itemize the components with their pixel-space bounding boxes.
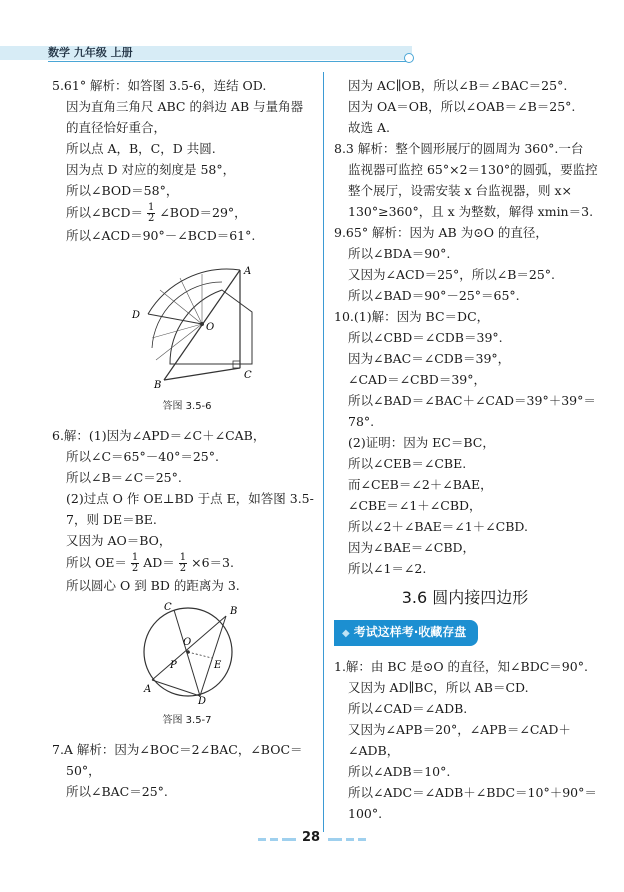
text-line: 因为点 D 对应的刻度是 58°， [66,162,236,177]
text-line: 因为 OA＝OB，所以∠OAB＝∠B＝25°. [348,99,576,114]
label-a: A [244,266,252,277]
text-line: 所以∠ADB＝10°. [348,764,451,779]
label-e: E [214,660,222,671]
fraction-half [147,203,155,224]
fraction-denominator: 2 [147,213,155,224]
figure-caption: 答图 3.5-6 [162,401,212,412]
text-line: 9.65° 解析：因为 AB 为⊙O 的直径， [334,225,548,240]
footer-ornament [258,838,266,841]
answer-5 [52,75,322,246]
footer-ornament [346,838,354,841]
text-line: 故选 A. [348,120,390,135]
footer-ornament [358,838,366,841]
label-o: O [206,322,215,333]
text-line: 所以∠BAD＝90°－25°＝65°. [348,288,520,303]
fraction-denominator: 2 [179,563,187,574]
page-header [0,40,420,62]
label-d: D [198,696,207,704]
text-line: 所以∠BDA＝90°. [348,246,451,261]
exam-banner: ◆ 考试这样考·收藏存盘 [334,620,478,646]
segment-oe [188,652,212,658]
text-line: 50°， [66,763,101,778]
text-line: (2)证明：因为 EC＝BC， [348,435,495,450]
label-b: B [154,380,162,390]
text-line: 的直径恰好重合， [66,120,167,135]
answer-8 [334,138,596,222]
text-line: 8.3 解析：整个圆形展厅的圆周为 360°.一台 [334,141,584,156]
text-line: 所以∠ADC＝∠ADB＋∠BDC＝10°＋90°＝ [348,785,597,800]
text-line: 78°. [348,414,375,429]
text-span: AD＝ [143,555,175,570]
tick-line [156,324,202,360]
center-point-o [186,650,190,654]
text-line: 而∠CEB＝∠2＋∠BAE， [348,477,493,492]
label-a: A [144,684,152,695]
chord-ad [152,680,200,696]
text-line: 所以点 A，B，C，D 共圆. [66,141,216,156]
text-line: 所以∠CEB＝∠CBE. [348,456,467,471]
text-line-with-fraction [52,201,322,225]
text-span: 所以 OE＝ [66,555,127,570]
fraction-numerator: 1 [131,552,139,563]
answer-10 [334,306,596,579]
text-line: 7，则 DE＝BE. [66,512,157,527]
text-line: 又因为 AO＝BO， [66,533,172,548]
text-line: 因为直角三角尺 ABC 的斜边 AB 与量角器 [66,99,304,114]
answer-1 [334,656,596,824]
figure-caption: 答图 3.5-7 [162,715,212,726]
label-p: P [170,660,177,671]
figure-3-5-7 [52,602,322,731]
text-span: ∠BOD＝29°， [159,205,247,220]
text-line: 所以∠CAD＝∠ADB. [348,701,468,716]
text-line: 因为∠BAE＝∠CBD， [348,540,476,555]
text-line: 5.61° 解析：如答图 3.5-6，连结 OD. [52,78,267,93]
text-line: 所以∠CBD＝∠CDB＝39°. [348,330,503,345]
footer-ornament [328,838,342,841]
text-line: 所以∠B＝∠C＝25°. [66,470,182,485]
header-circle-ornament [404,53,414,63]
label-o: O [183,637,192,648]
header-title: 数学 九年级 上册 [48,46,133,59]
answer-6 [52,425,322,596]
answer-9 [334,222,596,306]
text-line: 又因为∠APB＝20°，∠APB＝∠CAD＋ [348,722,571,737]
fraction-numerator: 1 [179,552,187,563]
text-line: 130°≥360°，且 x 为整数，解得 xmin＝3. [348,204,594,219]
text-line: 又因为 AD∥BC，所以 AB＝CD. [348,680,529,695]
text-line: 所以圆心 O 到 BD 的距离为 3. [66,578,240,593]
text-line: (2)过点 O 作 OE⊥BD 于点 E，如答图 3.5- [66,491,314,506]
text-line: ∠CAD＝∠CBD＝39°， [348,372,486,387]
segment-od [148,314,202,324]
text-line: 10.(1)解：因为 BC＝DC， [334,309,490,324]
text-line: 7.A 解析：因为∠BOC＝2∠BAC，∠BOC＝ [52,742,303,757]
text-line: ∠CBE＝∠1＋∠CBD， [348,498,482,513]
text-line: 因为 AC∥OB，所以∠B＝∠BAC＝25°. [348,78,568,93]
answer-7-continued [334,75,596,138]
text-line: ∠ADB， [348,743,400,758]
circle-diagram [52,602,322,704]
text-line: 所以∠BAC＝25°. [66,784,168,799]
label-c: C [244,370,252,381]
column-divider [323,72,324,832]
text-line: 所以∠ACD＝90°－∠BCD＝61°. [66,228,256,243]
text-line: 1.解：由 BC 是⊙O 的直径，知∠BDC＝90°. [334,659,588,674]
fraction-half [131,553,139,574]
fraction-denominator: 2 [131,563,139,574]
header-rule [48,61,408,62]
right-column [334,75,596,824]
text-line-with-fraction [52,551,322,575]
footer-ornament [282,838,296,841]
text-line: 监视器可监控 65°×2＝130°的圆弧，要监控 [348,162,598,177]
text-span: ×6＝3. [191,555,234,570]
banner-wrapper [334,616,596,656]
footer-ornament [270,838,278,841]
label-c: C [164,602,172,613]
page-footer [0,830,624,850]
answer-7 [52,739,322,802]
text-line: 所以∠1＝∠2. [348,561,427,576]
text-line: 6.解：(1)因为∠APD＝∠C＋∠CAB， [52,428,266,443]
text-line: 100°. [348,806,383,821]
text-line: 因为∠BAC＝∠CDB＝39°， [348,351,511,366]
text-line: 所以∠2＋∠BAE＝∠1＋∠CBD. [348,519,528,534]
center-point-o [200,322,204,326]
text-line: 又因为∠ACD＝25°，所以∠B＝25°. [348,267,556,282]
text-line: 所以∠C＝65°－40°＝25°. [66,449,219,464]
left-column [52,75,322,802]
fraction-numerator: 1 [147,202,155,213]
figure-3-5-6 [52,252,322,417]
fraction-half [179,553,187,574]
label-d: D [132,310,141,321]
label-b: B [230,606,238,617]
text-line: 所以∠BOD＝58°， [66,183,179,198]
section-title: 3.6 圆内接四边形 [401,588,529,607]
text-line: 所以∠BAD＝∠BAC＋∠CAD＝39°＋39°＝ [348,393,596,408]
protractor-diagram [52,252,322,390]
page-number: 28 [302,830,321,845]
text-line: 整个展厅，设需安装 x 台监视器，则 x× [348,183,572,198]
text-span: 所以∠BCD＝ [66,205,143,220]
triangle-side-bc [164,368,240,380]
tick-line [180,278,202,324]
